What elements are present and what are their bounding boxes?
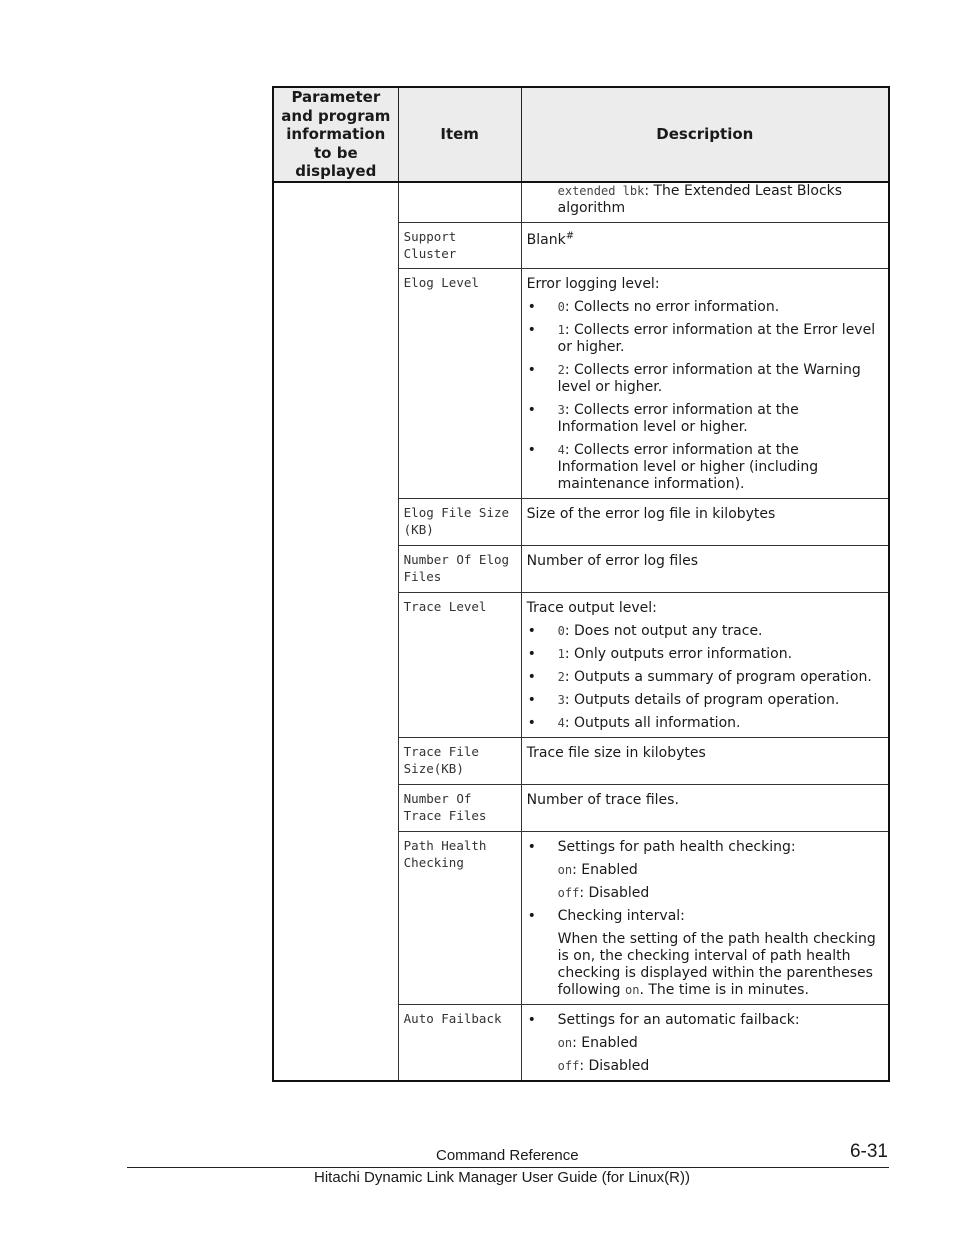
footer-guide-title: Hitachi Dynamic Link Manager User Guide (for Linux(R)) xyxy=(314,1169,690,1186)
sub-text: : Disabled xyxy=(579,884,650,901)
list-item xyxy=(527,442,883,493)
code-value: 1 xyxy=(557,322,565,337)
item-cell: Number Of Trace Files xyxy=(398,784,521,831)
list-text: : Outputs a summary of program operation. xyxy=(564,668,872,685)
desc-cell xyxy=(521,222,889,268)
list-item xyxy=(527,1012,883,1075)
item-cell: Trace File Size(KB) xyxy=(398,737,521,784)
code-value: 3 xyxy=(557,692,565,707)
code-off: off xyxy=(557,885,580,900)
sub-line xyxy=(558,1035,883,1052)
sub-line xyxy=(558,1058,883,1075)
list-text: Checking interval: xyxy=(557,907,685,924)
code-off: off xyxy=(557,1058,580,1073)
list-text: : Collects error information at the Warning level or higher. xyxy=(557,361,861,395)
bullet-list xyxy=(527,1012,883,1075)
param-cell xyxy=(273,182,398,1081)
desc-cell xyxy=(521,831,889,1004)
bullet-list xyxy=(527,839,883,999)
list-text: Settings for an automatic failback: xyxy=(557,1011,800,1028)
desc-cell xyxy=(521,592,889,737)
item-cell: Auto Failback xyxy=(398,1004,521,1081)
list-item xyxy=(527,908,883,999)
list-text: : Collects error information at the Error level or higher. xyxy=(557,321,876,355)
list-item xyxy=(527,715,883,732)
footnote-mark: # xyxy=(565,229,575,241)
sub-text: : Enabled xyxy=(572,861,638,878)
sub-text: When the setting of the path health checking is on, the checking interval of path health checking is displayed within the parentheses following xyxy=(557,930,876,998)
desc-cell: Number of trace files. xyxy=(521,784,889,831)
list-text: : Only outputs error information. xyxy=(564,645,793,662)
item-cell: Support Cluster xyxy=(398,222,521,268)
list-item xyxy=(527,692,883,709)
list-text: : Collects error information at the Information level or higher (including maintenance information). xyxy=(557,441,819,492)
desc-intro: Error logging level: xyxy=(526,275,660,292)
desc-cell: Size of the error log file in kilobytes xyxy=(521,498,889,545)
list-item xyxy=(527,402,883,436)
code-extended-lbk: extended lbk xyxy=(557,183,645,198)
table-row xyxy=(273,182,889,223)
list-item xyxy=(527,322,883,356)
footer-divider xyxy=(127,1167,889,1168)
bullet-list xyxy=(527,623,883,732)
code-value: 3 xyxy=(557,402,565,417)
desc-text: Blank xyxy=(526,231,566,248)
list-item xyxy=(527,646,883,663)
list-text: : Does not output any trace. xyxy=(564,622,763,639)
header-description: Description xyxy=(521,87,889,182)
item-cell-empty xyxy=(398,182,521,223)
list-item xyxy=(527,362,883,396)
header-param: Parameter and program information to be displayed xyxy=(273,87,398,182)
sub-text: : Disabled xyxy=(579,1057,650,1074)
list-text: : Collects no error information. xyxy=(564,298,780,315)
sub-line xyxy=(558,862,883,879)
desc-text: : The Extended Least Blocks algorithm xyxy=(557,182,843,216)
code-value: 4 xyxy=(557,442,565,457)
sub-paragraph xyxy=(558,931,883,999)
code-value: 0 xyxy=(557,623,565,638)
footer-page-number: 6-31 xyxy=(849,1141,888,1162)
desc-cell xyxy=(521,1004,889,1081)
item-cell: Number Of Elog Files xyxy=(398,545,521,592)
code-value: 2 xyxy=(557,362,565,377)
code-value: 2 xyxy=(557,669,565,684)
desc-intro: Trace output level: xyxy=(526,599,657,616)
list-item xyxy=(527,839,883,902)
table-header-row xyxy=(273,87,889,182)
desc-cell xyxy=(521,268,889,498)
item-cell: Path Health Checking xyxy=(398,831,521,1004)
item-cell: Trace Level xyxy=(398,592,521,737)
list-text: : Collects error information at the Information level or higher. xyxy=(557,401,799,435)
bullet-list xyxy=(527,299,883,493)
list-item xyxy=(527,299,883,316)
sub-text: : Enabled xyxy=(572,1034,638,1051)
list-text: Settings for path health checking: xyxy=(557,838,796,855)
code-on: on xyxy=(625,982,640,997)
desc-cell: Number of error log files xyxy=(521,545,889,592)
desc-cell: Trace file size in kilobytes xyxy=(521,737,889,784)
list-item xyxy=(527,669,883,686)
item-cell: Elog Level xyxy=(398,268,521,498)
list-item xyxy=(527,623,883,640)
list-text: : Outputs details of program operation. xyxy=(564,691,840,708)
code-value: 4 xyxy=(557,715,565,730)
sub-text: . The time is in minutes. xyxy=(639,981,809,998)
footer-section-title: Command Reference xyxy=(436,1147,579,1164)
code-on: on xyxy=(557,1035,573,1050)
header-item: Item xyxy=(398,87,521,182)
code-on: on xyxy=(557,862,573,877)
item-cell: Elog File Size (KB) xyxy=(398,498,521,545)
sub-line xyxy=(558,885,883,902)
code-value: 1 xyxy=(557,646,565,661)
desc-cell xyxy=(521,182,889,223)
list-text: : Outputs all information. xyxy=(564,714,741,731)
code-value: 0 xyxy=(557,299,565,314)
parameter-table xyxy=(272,86,890,1082)
